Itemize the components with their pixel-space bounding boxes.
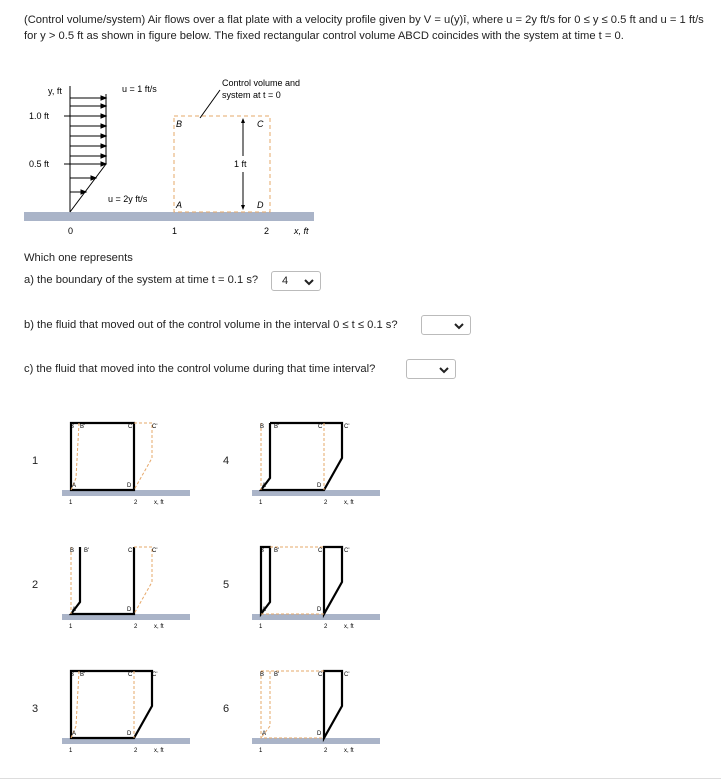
opt2-x1: 1 xyxy=(69,624,73,630)
option-6-diagram[interactable] xyxy=(252,666,382,756)
opt4-A: A xyxy=(262,483,267,489)
question-intro: (Control volume/system) Air flows over a flat plate with a velocity profile given by V = u(y)î, where u = 2y ft/s for 0 ≤ y ≤ 0.5 ft and u = 1 ft/s for y > 0.5 ft as shown in figure below. The fixed rectangular control volume ABCD coincides with the system at time t = 0. xyxy=(24,14,704,42)
opt3-xa: x, ft xyxy=(154,748,164,754)
opt2-xa: x, ft xyxy=(154,624,164,630)
opt1-A: A xyxy=(72,483,77,489)
opt5-D: D xyxy=(317,607,322,613)
u-bot-label: u = 2y ft/s xyxy=(108,194,148,204)
opt2-D: D xyxy=(127,607,132,613)
main-figure xyxy=(24,74,324,244)
x-axis-label: x, ft xyxy=(294,226,309,236)
opt2-Bp: B' xyxy=(84,548,90,554)
opt1-B: B xyxy=(70,424,75,430)
option-1-diagram[interactable] xyxy=(62,418,192,508)
opt3-C: C xyxy=(128,672,133,678)
opt5-x1: 1 xyxy=(259,624,263,630)
opt3-x1: 1 xyxy=(69,748,73,754)
opt4-x1: 1 xyxy=(259,500,263,506)
opt6-B: B xyxy=(260,672,265,678)
y-tick-05: 0.5 ft xyxy=(29,159,50,169)
opt2-Cp: C' xyxy=(152,548,158,554)
option-4-number: 4 xyxy=(223,455,230,467)
opt5-xa: x, ft xyxy=(344,624,354,630)
opt1-Cp: C' xyxy=(152,424,158,430)
opt4-D: D xyxy=(317,483,322,489)
opt3-Cp: C' xyxy=(152,672,158,678)
opt1-D: D xyxy=(127,483,132,489)
opt6-A: A xyxy=(262,731,267,737)
opt5-C: C xyxy=(318,548,323,554)
option-6-number: 6 xyxy=(223,703,230,715)
part-a: a) the boundary of the system at time t = 0.1 s? xyxy=(24,274,259,286)
opt3-A: A xyxy=(72,731,77,737)
prompt: Which one represents xyxy=(24,252,133,264)
opt5-B: B xyxy=(260,548,265,554)
opt4-Bp: B' xyxy=(274,424,280,430)
u-top-label: u = 1 ft/s xyxy=(122,84,157,94)
answer-c-select[interactable] xyxy=(406,359,456,379)
opt4-B: B xyxy=(260,424,265,430)
y-tick-1: 1.0 ft xyxy=(29,111,50,121)
opt1-x2: 2 xyxy=(134,500,138,506)
opt6-Bp: B' xyxy=(274,672,280,678)
option-2-number: 2 xyxy=(32,579,39,591)
opt2-B: B xyxy=(70,548,75,554)
opt3-Bp: B' xyxy=(80,672,86,678)
chevron-down-icon xyxy=(304,278,314,286)
opt2-x2: 2 xyxy=(134,624,138,630)
label-D: D xyxy=(257,200,264,210)
cv-label-2: system at t = 0 xyxy=(222,90,281,100)
part-b: b) the fluid that moved out of the control volume in the interval 0 ≤ t ≤ 0.1 s? xyxy=(24,319,398,331)
part-c: c) the fluid that moved into the control volume during that time interval? xyxy=(24,363,376,375)
option-1-number: 1 xyxy=(32,455,39,467)
opt2-C: C xyxy=(128,548,133,554)
opt3-B: B xyxy=(70,672,75,678)
option-5-number: 5 xyxy=(223,579,230,591)
height-label: 1 ft xyxy=(234,159,247,169)
opt6-x2: 2 xyxy=(324,748,328,754)
opt2-A: A xyxy=(72,607,77,613)
x-tick-2: 2 xyxy=(264,226,270,236)
opt1-Bp: B' xyxy=(80,424,86,430)
answer-b-select[interactable] xyxy=(421,315,471,335)
opt1-C: C xyxy=(128,424,133,430)
opt5-Bp: B' xyxy=(274,548,280,554)
chevron-down-icon xyxy=(454,322,464,330)
opt1-xa: x, ft xyxy=(154,500,164,506)
cv-label-1: Control volume and xyxy=(222,78,301,88)
opt3-x2: 2 xyxy=(134,748,138,754)
opt4-xa: x, ft xyxy=(344,500,354,506)
opt4-C: C xyxy=(318,424,323,430)
opt5-A: A xyxy=(262,607,267,613)
opt6-Cp: C' xyxy=(344,672,350,678)
option-3-diagram[interactable] xyxy=(62,666,192,756)
x-tick-0: 0 xyxy=(68,226,74,236)
opt6-x1: 1 xyxy=(259,748,263,754)
opt6-D: D xyxy=(317,731,322,737)
option-2-diagram[interactable] xyxy=(62,542,192,632)
label-B: B xyxy=(176,119,183,129)
opt5-Cp: C' xyxy=(344,548,350,554)
chevron-down-icon xyxy=(439,366,449,374)
bottom-divider xyxy=(0,778,721,779)
label-C: C xyxy=(257,119,264,129)
opt1-x1: 1 xyxy=(69,500,73,506)
opt4-x2: 2 xyxy=(324,500,328,506)
y-axis-label: y, ft xyxy=(48,86,62,96)
plate xyxy=(24,212,314,221)
opt6-C: C xyxy=(318,672,323,678)
opt3-D: D xyxy=(127,731,132,737)
opt4-Cp: C' xyxy=(344,424,350,430)
answer-a-select[interactable] xyxy=(271,271,321,291)
option-5-diagram[interactable] xyxy=(252,542,382,632)
option-4-diagram[interactable] xyxy=(252,418,382,508)
opt6-xa: x, ft xyxy=(344,748,354,754)
answer-a-value: 4 xyxy=(282,275,289,287)
label-A: A xyxy=(176,200,183,210)
x-tick-1: 1 xyxy=(172,226,178,236)
option-3-number: 3 xyxy=(32,703,39,715)
opt5-x2: 2 xyxy=(324,624,328,630)
